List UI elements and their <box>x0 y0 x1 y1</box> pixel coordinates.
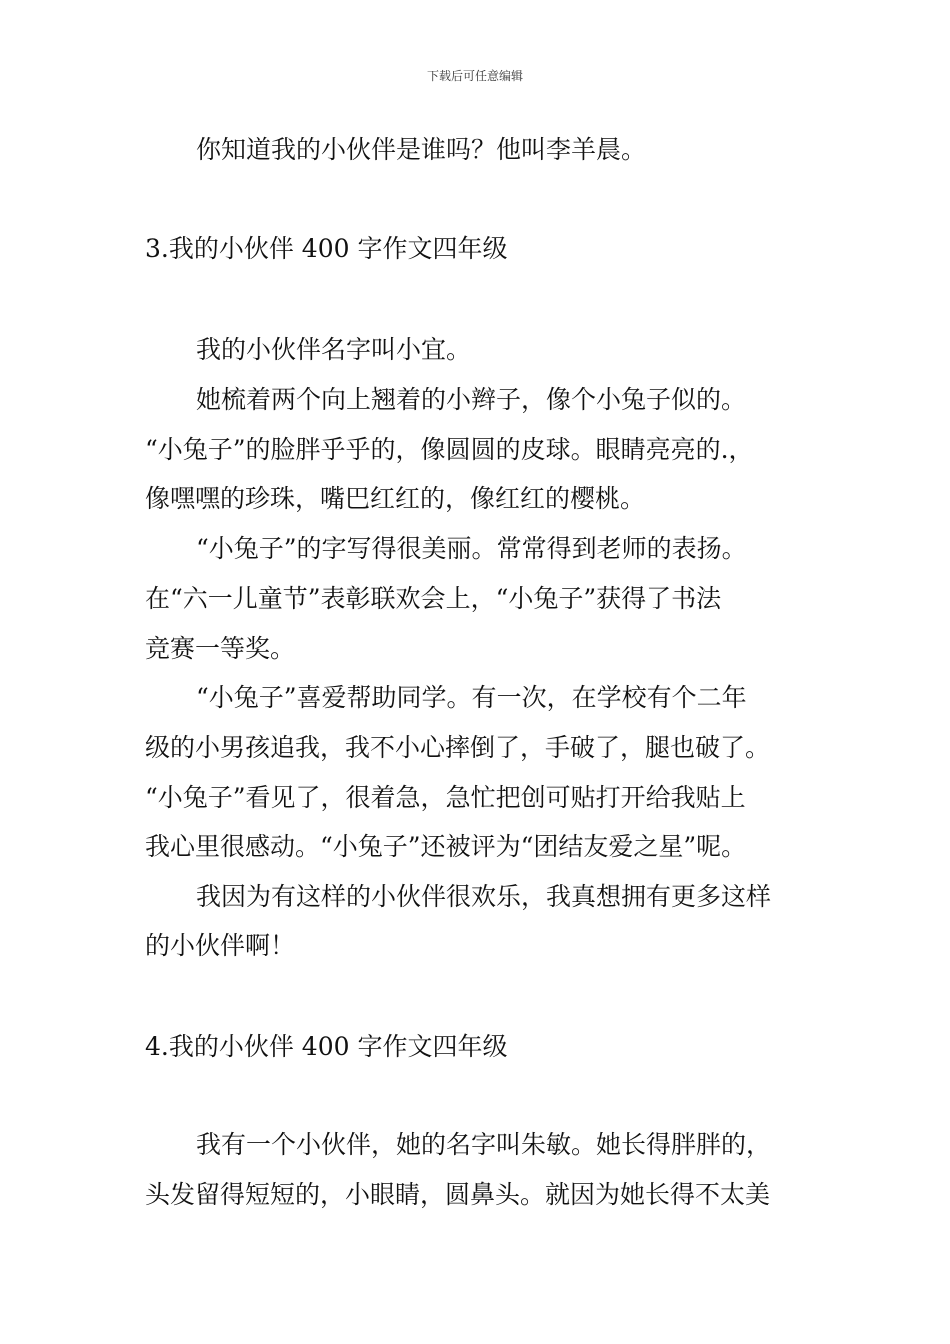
paragraph-line: “小兔子”的脸胖乎乎的，像圆圆的皮球。眼睛亮亮的.， <box>145 435 754 464</box>
paragraph-line: 我的小伙伴名字叫小宜。 <box>196 335 472 364</box>
section-heading-3: 3.我的小伙伴 400 字作文四年级 <box>145 234 508 263</box>
section-heading-4: 4.我的小伙伴 400 字作文四年级 <box>145 1032 508 1061</box>
paragraph-line: “小兔子”的字写得很美丽。常常得到老师的表扬。 <box>196 534 747 563</box>
paragraph-line: 级的小男孩追我，我不小心摔倒了，手破了，腿也破了。 <box>145 733 771 762</box>
paragraph-line: 头发留得短短的，小眼睛，圆鼻头。就因为她长得不太美 <box>145 1180 771 1209</box>
paragraph-line: 我有一个小伙伴，她的名字叫朱敏。她长得胖胖的， <box>196 1130 772 1159</box>
paragraph-line: 她梳着两个向上翘着的小辫子，像个小兔子似的。 <box>196 385 747 414</box>
paragraph-line: 在“六一儿童节”表彰联欢会上，“小兔子”获得了书法 <box>145 584 722 613</box>
paragraph-line: 的小伙伴啊！ <box>145 931 296 960</box>
paragraph-line: 竞赛一等奖。 <box>145 634 296 663</box>
page-header-note: 下载后可任意编辑 <box>426 69 523 83</box>
paragraph-line: 我心里很感动。“小兔子”还被评为“团结友爱之星”呢。 <box>145 832 747 861</box>
paragraph-line: 像嘿嘿的珍珠，嘴巴红红的，像红红的樱桃。 <box>145 484 646 513</box>
paragraph-line: 你知道我的小伙伴是谁吗？他叫李羊晨。 <box>196 135 647 164</box>
paragraph-line: “小兔子”喜爱帮助同学。有一次，在学校有个二年 <box>196 683 747 712</box>
paragraph-line: 我因为有这样的小伙伴很欢乐，我真想拥有更多这样 <box>196 882 772 911</box>
paragraph-line: “小兔子”看见了，很着急，急忙把创可贴打开给我贴上 <box>145 783 746 812</box>
